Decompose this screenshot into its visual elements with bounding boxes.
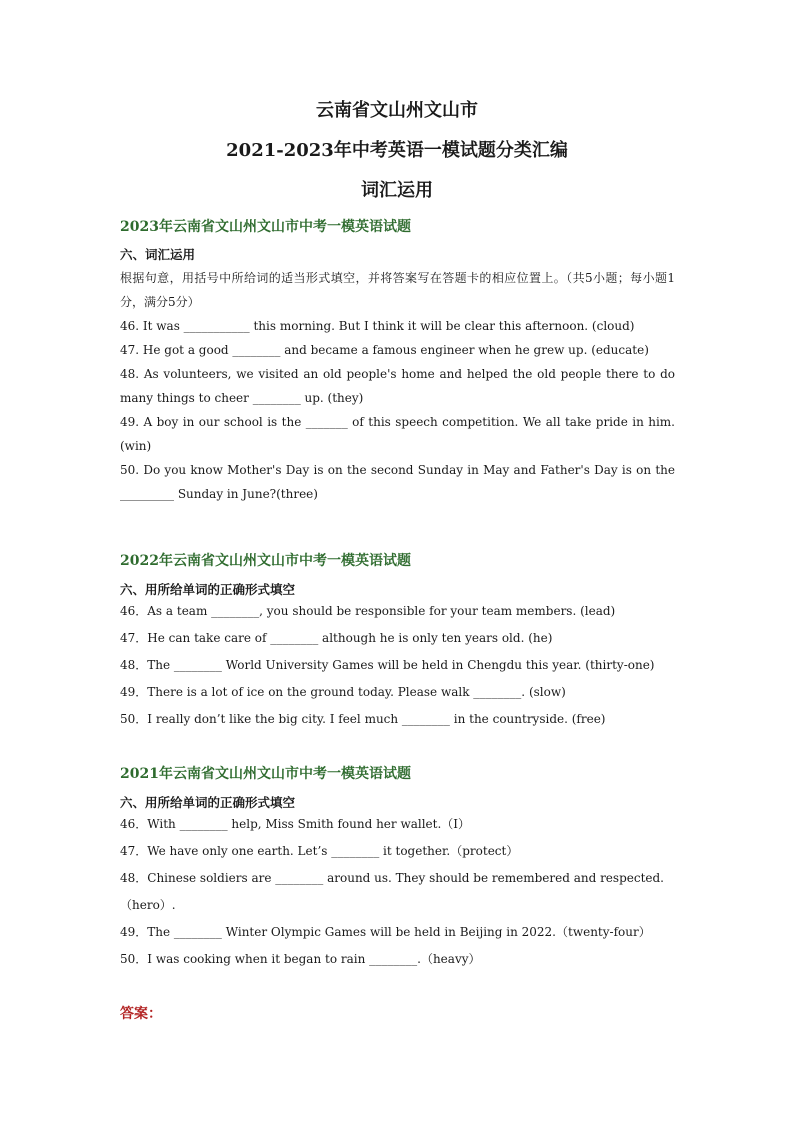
section-2022	[120, 550, 675, 733]
doc-title-line2: 2021-2023年中考英语一模试题分类汇编	[226, 140, 568, 161]
section-2023	[120, 216, 675, 506]
question-item: 47．We have only one earth. Let’s ________ it together.（protect）	[120, 844, 519, 858]
question-item: 48．The ________ World University Games will be held in Chengdu this year. (thirty-one)	[120, 658, 655, 672]
section-heading: 2023年云南省文山州文山市中考一模英语试题	[120, 219, 411, 235]
answer-label: 答案：	[120, 1006, 162, 1022]
question-item: 49. A boy in our school is the _______ of this speech competition. We all take pride in him. (win)	[120, 415, 675, 453]
doc-title-line1: 云南省文山州文山市	[316, 100, 478, 121]
question-item: 48．Chinese soldiers are ________ around us. They should be remembered and respected.（hero）.	[120, 871, 664, 912]
section-subheading: 六、用所给单词的正确形式填空	[120, 582, 296, 597]
question-item: 49．There is a lot of ice on the ground today. Please walk ________. (slow)	[120, 685, 566, 699]
instruction-text: 根据句意，用括号中所给词的适当形式填空，并将答案写在答题卡的相应位置上。（共5小题；每小题1分，满分5分）	[120, 271, 675, 309]
section-subheading: 六、词汇运用	[120, 247, 196, 262]
question-item: 50．I really don’t like the big city. I feel much ________ in the countryside. (free)	[120, 712, 606, 726]
section-heading: 2021年云南省文山州文山市中考一模英语试题	[120, 766, 411, 782]
question-item: 47. He got a good ________ and became a famous engineer when he grew up. (educate)	[120, 343, 649, 357]
question-item: 49．The ________ Winter Olympic Games will be held in Beijing in 2022.（twenty-four）	[120, 925, 651, 939]
question-item: 47．He can take care of ________ although he is only ten years old. (he)	[120, 631, 553, 645]
doc-title-line3: 词汇运用	[361, 180, 433, 201]
question-item: 48. As volunteers, we visited an old people's home and helped the old people there to do many things to cheer ________ up. (they)	[120, 367, 675, 405]
section-2021	[120, 763, 675, 973]
question-item: 46. It was ___________ this morning. But I think it will be clear this afternoon. (cloud)	[120, 319, 635, 333]
question-item: 50．I was cooking when it began to rain ________.（heavy）	[120, 952, 481, 966]
question-item: 46．With ________ help, Miss Smith found her wallet.（I）	[120, 817, 471, 831]
question-item: 50. Do you know Mother's Day is on the second Sunday in May and Father's Day is on the _________ Sunday in June?(three)	[120, 463, 675, 501]
question-item: 46．As a team ________, you should be responsible for your team members. (lead)	[120, 604, 616, 618]
section-heading: 2022年云南省文山州文山市中考一模英语试题	[120, 553, 411, 569]
section-subheading: 六、用所给单词的正确形式填空	[120, 795, 296, 810]
